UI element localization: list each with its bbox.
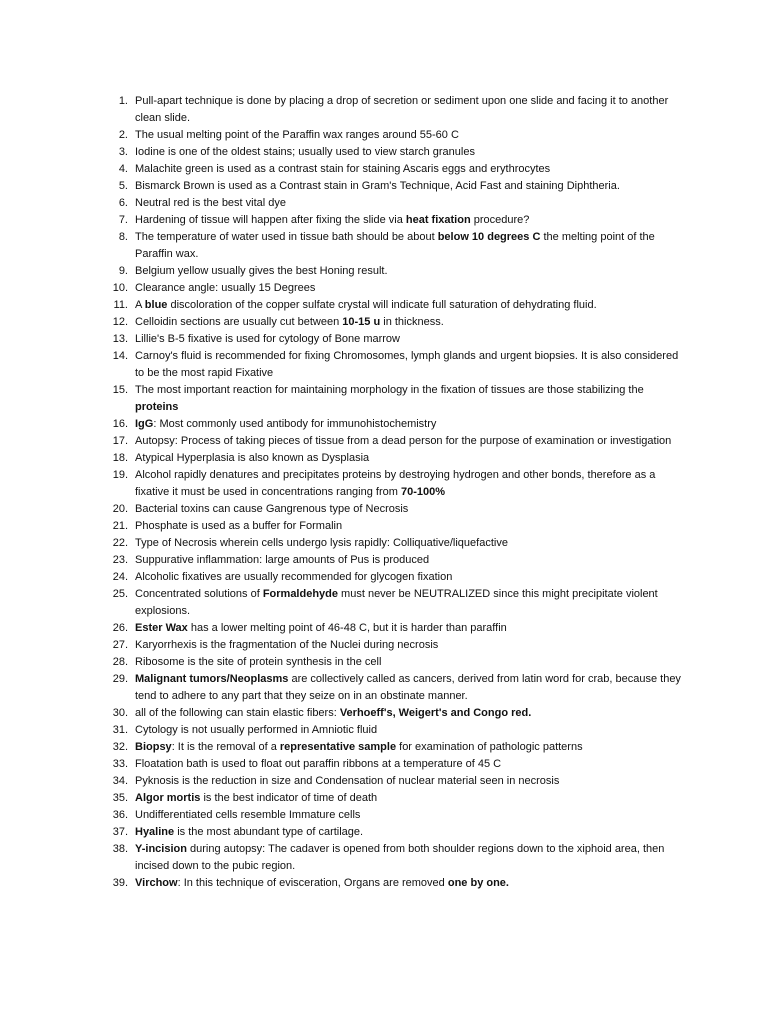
item-text [135, 707, 531, 719]
list-item [104, 212, 684, 229]
text-run: must never be NEUTRALIZED since this might precipitate violent explosions. [135, 588, 658, 617]
item-text [135, 520, 342, 532]
list-item [104, 127, 684, 144]
item-text [135, 452, 369, 464]
bold-text: IgG [135, 418, 154, 430]
item-number: 35. [112, 792, 128, 804]
item-number: 39. [112, 877, 128, 889]
text-run: : In this technique of evisceration, Organs are removed [177, 877, 448, 889]
item-number: 30. [112, 707, 128, 719]
list-item [104, 416, 684, 433]
item-text [135, 741, 583, 753]
list-item [104, 280, 684, 297]
item-number: 21. [112, 520, 128, 532]
text-run: Alcoholic fixatives are usually recommended for glycogen fixation [135, 571, 453, 583]
item-text [135, 265, 388, 277]
item-text [135, 877, 509, 889]
item-text [135, 588, 658, 617]
item-number: 14. [112, 350, 128, 362]
item-text [135, 826, 363, 838]
bold-text: representative sample [279, 741, 397, 753]
bold-text: Biopsy [135, 741, 172, 753]
item-number: 7. [118, 214, 128, 226]
item-text [135, 469, 655, 498]
list-item [104, 195, 684, 212]
item-text [135, 316, 444, 328]
item-text [135, 843, 664, 872]
text-run: is the most abundant type of cartilage. [174, 826, 364, 838]
list-item [104, 807, 684, 824]
text-run: is the best indicator of time of death [200, 792, 378, 804]
item-number: 6. [118, 197, 128, 209]
item-number: 25. [112, 588, 128, 600]
item-text [135, 384, 644, 413]
item-text [135, 554, 429, 566]
item-text [135, 792, 377, 804]
item-number: 29. [112, 673, 128, 685]
bold-text: Hyaline [135, 826, 175, 838]
bold-text: Y-incision [135, 843, 187, 855]
bold-text: below 10 degrees C [437, 231, 541, 243]
item-number: 34. [112, 775, 128, 787]
text-run: Pyknosis is the reduction in size and Condensation of nuclear material seen in necrosis [135, 775, 560, 787]
item-text [135, 180, 620, 192]
item-number: 11. [113, 299, 128, 311]
item-number: 22. [112, 537, 128, 549]
item-text [135, 231, 655, 260]
list-item [104, 93, 684, 127]
bold-text: Malignant tumors/Neoplasms [135, 673, 289, 685]
item-text [135, 503, 408, 515]
item-number: 8. [118, 231, 128, 243]
text-run: Phosphate is used as a buffer for Formalin [135, 520, 343, 532]
bold-text: heat fixation [405, 214, 471, 226]
list-item [104, 773, 684, 790]
text-run: A [135, 299, 145, 311]
text-run: Malachite green is used as a contrast stain for staining Ascaris eggs and erythrocytes [135, 163, 551, 175]
text-run: procedure? [470, 214, 530, 226]
list-item [104, 569, 684, 586]
bold-text: 70-100% [400, 486, 446, 498]
list-item [104, 433, 684, 450]
item-text [135, 299, 597, 311]
text-run: Ribosome is the site of protein synthesis in the cell [135, 656, 382, 668]
item-number: 24. [112, 571, 128, 583]
text-run: Cytology is not usually performed in Amniotic fluid [135, 724, 378, 736]
list-item [104, 841, 684, 875]
item-text [135, 282, 315, 294]
item-number: 28. [112, 656, 128, 668]
item-number: 18. [112, 452, 128, 464]
text-run: Celloidin sections are usually cut between [135, 316, 343, 328]
item-number: 17. [112, 435, 128, 447]
item-number: 13. [112, 333, 128, 345]
item-number: 26. [112, 622, 128, 634]
bold-text: 10-15 u [342, 316, 381, 328]
text-run: Type of Necrosis wherein cells undergo lysis rapidly: Colliquative/liquefactive [135, 537, 508, 549]
item-text [135, 197, 286, 209]
text-run: Concentrated solutions of [135, 588, 263, 600]
list-item [104, 229, 684, 263]
list-item [104, 671, 684, 705]
item-number: 32. [112, 741, 128, 753]
item-text [135, 146, 475, 158]
text-run: during autopsy: The cadaver is opened from both shoulder regions down to the xiphoid area, then incised down to the pubic region. [135, 843, 665, 872]
bold-text: Virchow [135, 877, 178, 889]
text-run: Atypical Hyperplasia is also known as Dysplasia [135, 452, 370, 464]
bold-text: blue [144, 299, 168, 311]
item-number: 38. [112, 843, 128, 855]
text-run: the melting point of the Paraffin wax. [135, 231, 655, 260]
item-number: 15. [112, 384, 128, 396]
list-item [104, 637, 684, 654]
text-run: Bacterial toxins can cause Gangrenous type of Necrosis [135, 503, 409, 515]
text-run: Clearance angle: usually 15 Degrees [135, 282, 316, 294]
text-run: Suppurative inflammation: large amounts of Pus is produced [135, 554, 430, 566]
item-text [135, 418, 436, 430]
bold-text: Ester Wax [135, 622, 188, 634]
item-text [135, 724, 377, 736]
text-run: Iodine is one of the oldest stains; usually used to view starch granules [135, 146, 475, 158]
item-text [135, 350, 678, 379]
list-item [104, 263, 684, 280]
item-number: 19. [112, 469, 128, 481]
text-run: The temperature of water used in tissue bath should be about [135, 231, 438, 243]
list-item [104, 756, 684, 773]
text-run: Neutral red is the best vital dye [135, 197, 287, 209]
list-item [104, 875, 684, 892]
item-number: 4. [118, 163, 128, 175]
item-number: 37. [112, 826, 128, 838]
list-item [104, 739, 684, 756]
text-run: are collectively called as cancers, derived from latin word for crab, because they tend to adhere to any part that they seize on in an obstinate manner. [135, 673, 681, 702]
text-run: Bismarck Brown is used as a Contrast stain in Gram's Technique, Acid Fast and staining Diphtheria. [135, 180, 620, 192]
list-item [104, 790, 684, 807]
list-item [104, 144, 684, 161]
item-text [135, 435, 671, 447]
text-run: for examination of pathologic patterns [396, 741, 583, 753]
list-item [104, 178, 684, 195]
text-run: The most important reaction for maintaining morphology in the fixation of tissues are those stabilizing the [135, 384, 644, 396]
item-number: 23. [112, 554, 128, 566]
list-item [104, 552, 684, 569]
bold-text: Algor mortis [135, 792, 201, 804]
text-run: Floatation bath is used to float out paraffin ribbons at a temperature of 45 C [135, 758, 502, 770]
text-run: The usual melting point of the Paraffin wax ranges around 55-60 C [135, 129, 459, 141]
item-number: 9. [118, 265, 128, 277]
text-run: Pull-apart technique is done by placing a drop of secretion or sediment upon one slide and facing it to another clean slide. [135, 95, 669, 124]
text-run: in thickness. [380, 316, 444, 328]
item-text [135, 129, 459, 141]
item-number: 31. [112, 724, 128, 736]
list-item [104, 331, 684, 348]
list-item [104, 161, 684, 178]
list-item [104, 501, 684, 518]
item-text [135, 95, 668, 124]
item-number: 16. [112, 418, 128, 430]
text-run: Undifferentiated cells resemble Immature cells [135, 809, 361, 821]
list-item [104, 654, 684, 671]
item-text [135, 537, 508, 549]
text-run: has a lower melting point of 46-48 C, but it is harder than paraffin [187, 622, 507, 634]
item-number: 1. [118, 95, 128, 107]
list-item [104, 722, 684, 739]
item-text [135, 333, 400, 345]
text-run: Hardening of tissue will happen after fixing the slide via [135, 214, 406, 226]
list-item [104, 450, 684, 467]
bold-text: Verhoeff's, Weigert's and Congo red. [339, 707, 532, 719]
item-text [135, 622, 507, 634]
item-number: 12. [112, 316, 128, 328]
list-item [104, 382, 684, 416]
list-item [104, 314, 684, 331]
item-text [135, 673, 681, 702]
text-run: Autopsy: Process of taking pieces of tissue from a dead person for the purpose of examination or investigation [135, 435, 672, 447]
text-run: Lillie's B-5 fixative is used for cytology of Bone marrow [135, 333, 400, 345]
item-number: 36. [112, 809, 128, 821]
list-item [104, 297, 684, 314]
bold-text: Formaldehyde [262, 588, 338, 600]
text-run: all of the following can stain elastic fibers: [135, 707, 340, 719]
item-text [135, 775, 559, 787]
list-item [104, 705, 684, 722]
item-text [135, 809, 360, 821]
item-number: 5. [118, 180, 128, 192]
numbered-list [104, 93, 684, 892]
text-run: : Most commonly used antibody for immunohistochemistry [153, 418, 437, 430]
list-item [104, 467, 684, 501]
item-number: 10. [112, 282, 128, 294]
bold-text: proteins [135, 401, 179, 413]
list-item [104, 348, 684, 382]
bold-text: one by one. [447, 877, 509, 889]
item-number: 33. [112, 758, 128, 770]
list-item [104, 535, 684, 552]
item-number: 20. [112, 503, 128, 515]
item-number: 3. [118, 146, 128, 158]
text-run: discoloration of the copper sulfate crystal will indicate full saturation of dehydrating fluid. [167, 299, 597, 311]
list-item [104, 586, 684, 620]
item-text [135, 758, 501, 770]
item-number: 27. [112, 639, 128, 651]
text-run: Belgium yellow usually gives the best Honing result. [135, 265, 388, 277]
text-run: : It is the removal of a [171, 741, 280, 753]
list-item [104, 518, 684, 535]
item-text [135, 163, 550, 175]
text-run: Alcohol rapidly denatures and precipitates proteins by destroying hydrogen and other bonds, therefore as a fixative it must be used in concentrations ranging from [135, 469, 656, 498]
item-text [135, 656, 381, 668]
item-text [135, 571, 452, 583]
item-text [135, 214, 529, 226]
text-run: Carnoy's fluid is recommended for fixing Chromosomes, lymph glands and urgent biopsies. It is also considered to be the most rapid Fixative [135, 350, 679, 379]
item-text [135, 639, 438, 651]
text-run: Karyorrhexis is the fragmentation of the Nuclei during necrosis [135, 639, 439, 651]
list-item [104, 620, 684, 637]
item-number: 2. [118, 129, 128, 141]
list-item [104, 824, 684, 841]
